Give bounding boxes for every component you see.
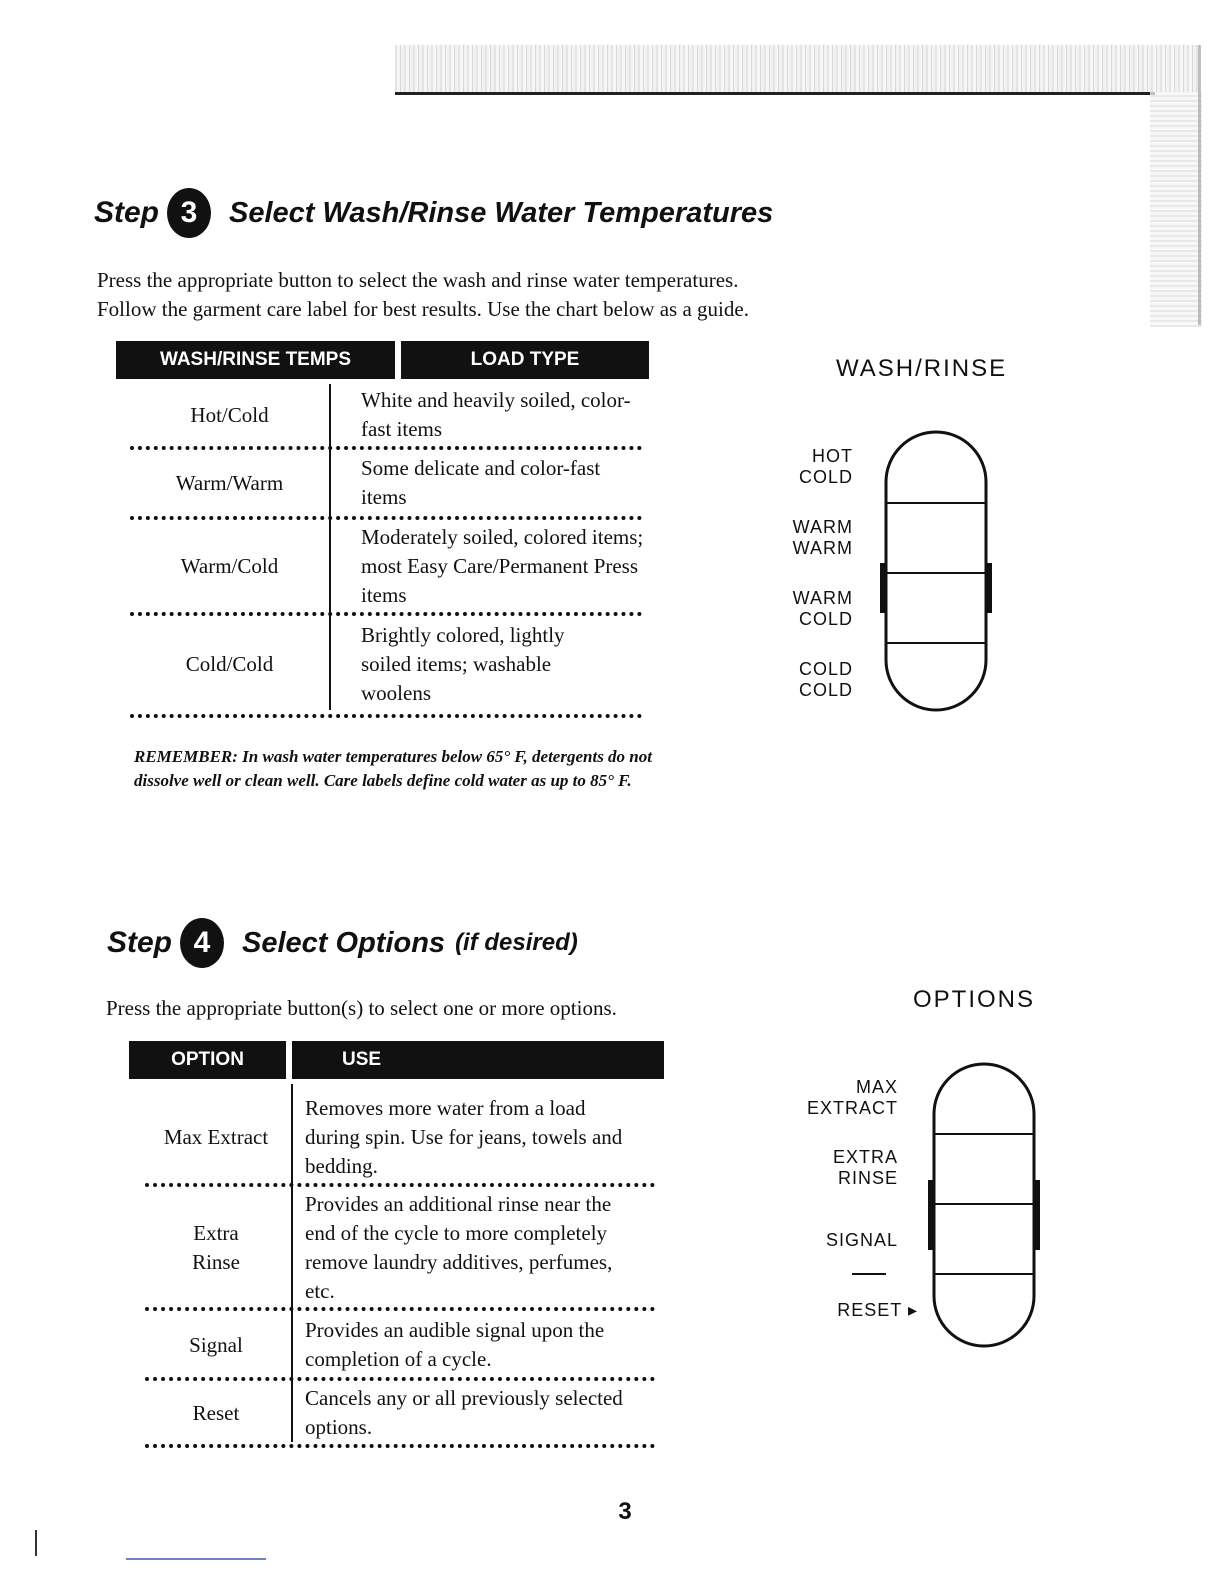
left-grip xyxy=(880,563,886,613)
step3-intro-line2: Follow the garment care label for best results. Use the chart below as a guide. xyxy=(97,297,749,321)
cold-cold-button[interactable] xyxy=(887,644,985,712)
table-row xyxy=(130,453,650,513)
load-cell: Brightly colored, lightly soiled items; washable woolens xyxy=(361,622,565,705)
left-grip xyxy=(928,1180,934,1250)
label-line: COLD xyxy=(798,467,853,487)
use-cell: Provides an additional rinse near the end of the cycle to more completely remove laundry additives, perfumes, etc. xyxy=(305,1192,613,1303)
option-name-line: Extra xyxy=(193,1221,239,1245)
table-row xyxy=(145,1383,665,1443)
side-scan-band xyxy=(1150,92,1202,327)
temp-cell: Warm/Warm xyxy=(175,470,284,495)
warm-warm-label xyxy=(760,517,853,559)
label-line: COLD xyxy=(798,659,853,679)
option-cell xyxy=(145,1093,287,1181)
page-number: 3 xyxy=(618,1498,632,1525)
header-rule xyxy=(395,92,1155,95)
right-grip xyxy=(1034,1180,1040,1250)
step3-number-badge: 3 xyxy=(167,188,211,238)
warm-cold-label xyxy=(760,588,853,630)
options-table-header xyxy=(129,1041,664,1079)
table-row xyxy=(130,522,650,610)
table-row xyxy=(145,1190,665,1306)
loadtype-header-cell: LOAD TYPE xyxy=(401,341,649,379)
hot-cold-label xyxy=(760,446,853,488)
option-cell xyxy=(145,1383,287,1443)
max-extract-button[interactable] xyxy=(935,1066,1033,1134)
label-line: EXTRACT xyxy=(806,1098,898,1118)
header-scan-band xyxy=(395,45,1200,93)
option-name-line: Max Extract xyxy=(163,1124,269,1149)
extra-rinse-button[interactable] xyxy=(935,1136,1033,1204)
temps-header-cell: WASH/RINSE TEMPS xyxy=(116,341,395,379)
option-name-line: Reset xyxy=(192,1400,240,1425)
label-line: MAX xyxy=(855,1077,898,1097)
label-line: EXTRA xyxy=(832,1147,898,1167)
step4-title-suffix: (if desired) xyxy=(455,929,578,956)
row-divider xyxy=(130,516,642,520)
label-line: RESET ▸ xyxy=(837,1300,918,1320)
signal-label xyxy=(790,1230,898,1251)
row-divider xyxy=(130,446,642,450)
load-cell: Some delicate and color-fast items xyxy=(361,456,601,509)
option-name-line: Signal xyxy=(189,1332,243,1357)
options-panel-title: OPTIONS xyxy=(913,986,1036,1013)
table-bottom-divider xyxy=(130,714,642,718)
step3-heading xyxy=(94,188,773,238)
label-line: WARM xyxy=(792,538,853,558)
table-row xyxy=(145,1315,665,1375)
wash-rinse-panel-title: WASH/RINSE xyxy=(836,355,1008,382)
step3-title: Select Wash/Rinse Water Temperatures xyxy=(229,196,774,229)
reset-button[interactable] xyxy=(935,1276,1033,1346)
row-divider xyxy=(130,612,642,616)
option-cell xyxy=(145,1315,287,1375)
use-cell: Provides an audible signal upon the completion of a cycle. xyxy=(305,1318,605,1371)
warm-cold-button[interactable] xyxy=(887,574,985,642)
use-cell: Removes more water from a load during spin. Use for jeans, towels and bedding. xyxy=(305,1095,623,1178)
scan-mark-left xyxy=(35,1530,37,1556)
step4-heading xyxy=(107,918,578,968)
load-cell: White and heavily soiled, color-fast items xyxy=(361,388,631,441)
table-row xyxy=(145,1093,665,1181)
row-divider xyxy=(145,1307,655,1311)
temp-cell: Cold/Cold xyxy=(185,651,274,676)
option-name-line: Rinse xyxy=(192,1250,240,1274)
step4-intro: Press the appropriate button(s) to select one or more options. xyxy=(106,996,617,1020)
load-cell: Moderately soiled, colored items; most Easy Care/Permanent Press items xyxy=(361,524,644,607)
wash-rinse-button-group xyxy=(876,418,996,724)
temp-cell: Hot/Cold xyxy=(190,402,269,427)
extra-rinse-label xyxy=(790,1147,898,1189)
label-line: HOT xyxy=(812,446,853,466)
table-row xyxy=(130,385,650,445)
label-line: WARM xyxy=(792,588,853,608)
label-line: WARM xyxy=(792,517,853,537)
step4-step-word: Step xyxy=(107,926,173,959)
table-row xyxy=(130,620,650,708)
cold-cold-label xyxy=(760,659,853,701)
remember-note: REMEMBER: In wash water temperatures below 65° F, detergents do not dissolve well or clean well. Care labels define cold water as up to 85° F. xyxy=(134,747,652,790)
temp-cell: Warm/Cold xyxy=(180,553,279,578)
step3-intro xyxy=(97,266,749,324)
options-button-group xyxy=(924,1050,1044,1360)
signal-button[interactable] xyxy=(935,1206,1033,1274)
use-header-cell: USE xyxy=(292,1041,664,1079)
max-extract-label xyxy=(790,1077,898,1119)
option-cell xyxy=(145,1190,287,1306)
step4-title: Select Options xyxy=(242,926,446,959)
reset-label xyxy=(790,1300,918,1321)
option-header-cell: OPTION xyxy=(129,1041,286,1079)
side-rule xyxy=(1198,45,1201,325)
use-cell: Cancels any or all previously selected options. xyxy=(305,1386,623,1439)
label-line: RINSE xyxy=(837,1168,898,1188)
reset-separator xyxy=(852,1273,886,1275)
table-bottom-divider xyxy=(145,1444,655,1448)
label-line: COLD xyxy=(798,609,853,629)
row-divider xyxy=(145,1183,655,1187)
row-divider xyxy=(145,1377,655,1381)
label-line: SIGNAL xyxy=(825,1230,898,1250)
temps-table-header xyxy=(116,341,649,379)
step3-intro-line1: Press the appropriate button to select the wash and rinse water temperatures. xyxy=(97,268,739,292)
right-grip xyxy=(986,563,992,613)
step4-number-badge: 4 xyxy=(180,918,224,968)
warm-warm-button[interactable] xyxy=(887,504,985,572)
hot-cold-button[interactable] xyxy=(887,434,985,502)
scan-mark-bottom xyxy=(126,1558,266,1560)
step3-step-word: Step xyxy=(94,196,160,229)
label-line: COLD xyxy=(798,680,853,700)
